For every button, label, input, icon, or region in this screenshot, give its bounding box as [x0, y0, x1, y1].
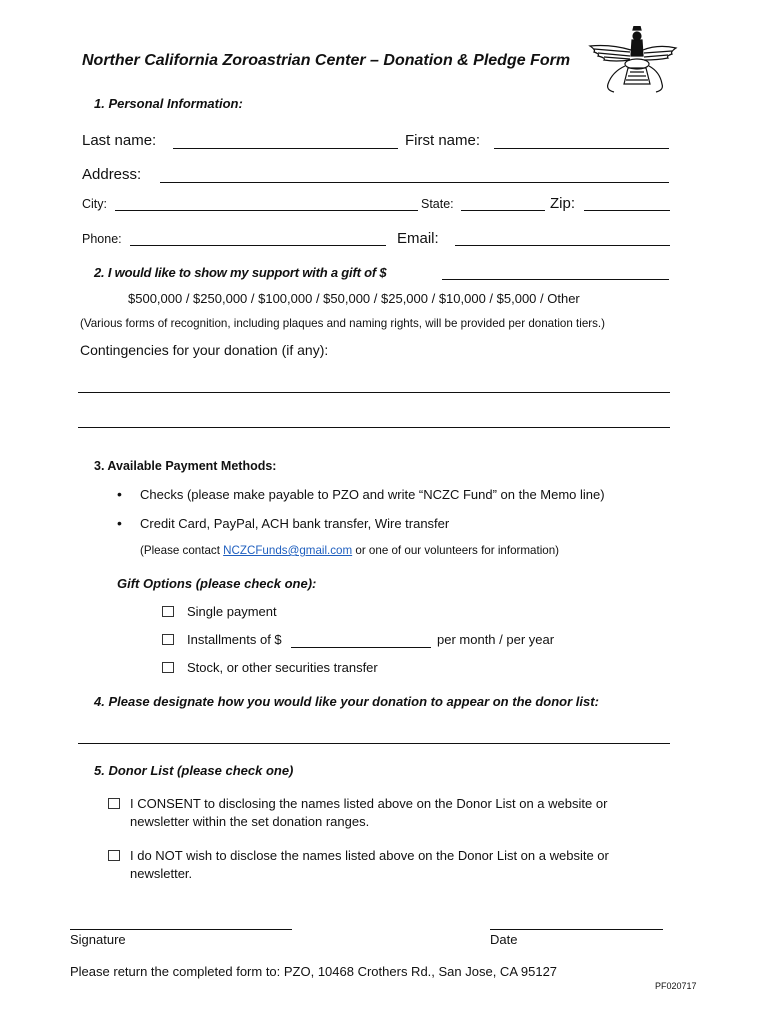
section-personal-heading: 1. Personal Information: — [94, 96, 243, 111]
zip-label: Zip: — [550, 195, 576, 212]
contact-prefix: (Please contact — [140, 544, 224, 557]
first-name-field[interactable] — [494, 148, 669, 149]
consent-line-1: I CONSENT to disclosing the names listed above on the Donor List on a website or — [130, 796, 608, 811]
payment-method-cards: Credit Card, PayPal, ACH bank transfer, Wire transfer — [140, 516, 450, 531]
state-field[interactable] — [461, 210, 545, 211]
checkbox-installments[interactable] — [162, 634, 174, 645]
first-name-label: First name: — [405, 132, 481, 149]
city-field[interactable] — [115, 210, 418, 211]
contact-email-link[interactable]: NCZCFunds@gmail.com — [223, 544, 353, 557]
payment-method-checks: Checks (please make payable to PZO and write “NCZC Fund” on the Memo line) — [140, 487, 605, 502]
option-installments-prefix: Installments of $ — [187, 632, 282, 647]
contingencies-line-2[interactable] — [78, 427, 670, 428]
recognition-note: (Various forms of recognition, including plaques and naming rights, will be provided per donation tiers.) — [80, 317, 606, 330]
section-payment-heading: 3. Available Payment Methods: — [94, 459, 277, 473]
form-code: PF020717 — [655, 981, 697, 991]
contingencies-label: Contingencies for your donation (if any): — [80, 342, 329, 358]
checkbox-single-payment[interactable] — [162, 606, 174, 617]
phone-label: Phone: — [82, 232, 122, 246]
section-gift-heading: 2. I would like to show my support with a gift of $ — [94, 265, 387, 280]
date-field[interactable] — [490, 929, 663, 930]
phone-field[interactable] — [130, 245, 386, 246]
email-field[interactable] — [455, 245, 670, 246]
decline-line-1: I do NOT wish to disclose the names listed above on the Donor List on a website or — [130, 848, 609, 863]
faravahar-icon — [586, 26, 678, 98]
section-donor-list-heading: 5. Donor List (please check one) — [94, 763, 294, 778]
email-label: Email: — [397, 230, 439, 247]
gift-options-heading: Gift Options (please check one): — [117, 576, 317, 591]
address-label: Address: — [82, 166, 142, 183]
installment-amount-field[interactable] — [291, 647, 431, 648]
checkbox-stock[interactable] — [162, 662, 174, 673]
checkbox-consent[interactable] — [108, 798, 120, 809]
signature-field[interactable] — [70, 929, 292, 930]
option-stock: Stock, or other securities transfer — [187, 660, 378, 675]
decline-line-2: newsletter. — [130, 866, 193, 881]
option-installments-suffix: per month / per year — [437, 632, 555, 647]
gift-amounts-list: $500,000 / $250,000 / $100,000 / $50,000 / $25,000 / $10,000 / $5,000 / Other — [128, 291, 580, 306]
option-single-payment: Single payment — [187, 604, 277, 619]
address-field[interactable] — [160, 182, 669, 183]
page-title: Norther California Zoroastrian Center – Donation & Pledge Form — [82, 52, 571, 69]
contact-note — [140, 544, 559, 557]
bullet-icon: • — [117, 515, 122, 531]
checkbox-decline[interactable] — [108, 850, 120, 861]
contact-suffix: or one of our volunteers for information) — [352, 544, 560, 557]
zip-field[interactable] — [584, 210, 670, 211]
bullet-icon: • — [117, 486, 122, 502]
contingencies-line-1[interactable] — [78, 392, 670, 393]
section-designation-heading: 4. Please designate how you would like your donation to appear on the donor list: — [94, 694, 599, 709]
city-label: City: — [82, 197, 107, 211]
last-name-label: Last name: — [82, 132, 157, 149]
signature-label: Signature — [70, 932, 126, 947]
gift-amount-field[interactable] — [442, 279, 669, 280]
last-name-field[interactable] — [173, 148, 398, 149]
designation-field[interactable] — [78, 743, 670, 744]
return-instructions: Please return the completed form to: PZO, 10468 Crothers Rd., San Jose, CA 95127 — [70, 964, 558, 979]
consent-line-2: newsletter within the set donation ranges. — [130, 814, 370, 829]
date-label: Date — [490, 932, 518, 947]
state-label: State: — [421, 197, 454, 211]
